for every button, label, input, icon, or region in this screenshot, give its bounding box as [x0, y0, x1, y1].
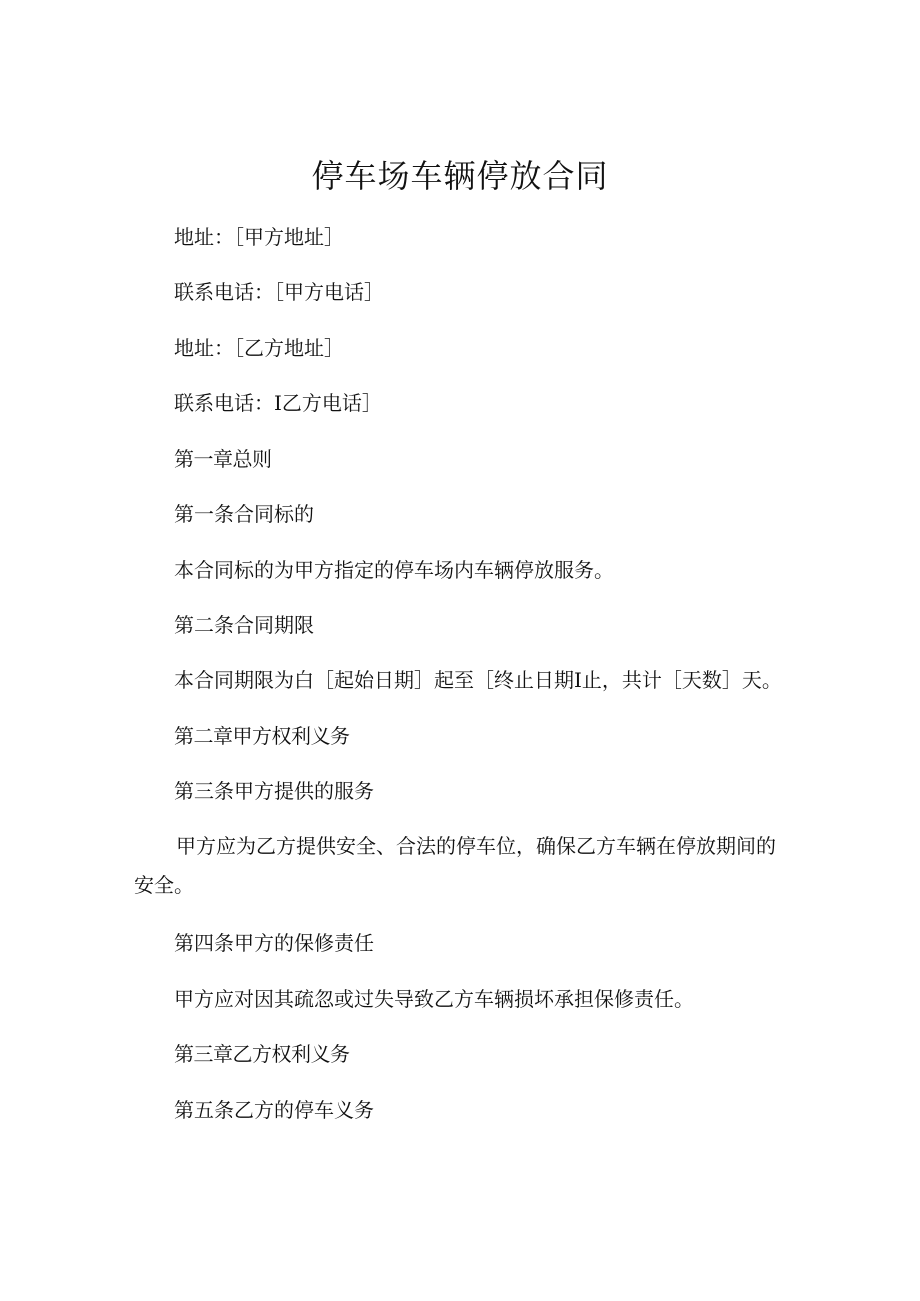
- chapter-3-heading: 第三章乙方权利义务: [174, 1042, 350, 1066]
- party-b-address: 地址：［乙方地址］: [174, 336, 344, 360]
- contract-title: 停车场车辆停放合同: [311, 157, 609, 195]
- article-5-heading: 第五条乙方的停车义务: [174, 1098, 374, 1122]
- article-3-text: 甲方应为乙方提供安全、合法的停车位，确保乙方车辆在停放期间的安全。: [134, 834, 776, 897]
- article-1-text: 本合同标的为甲方指定的停车场内车辆停放服务。: [174, 558, 614, 582]
- article-4-text: 甲方应对因其疏忽或过失导致乙方车辆损坏承担保修责任。: [174, 987, 694, 1011]
- party-a-phone: 联系电话：［甲方电话］: [174, 280, 384, 304]
- article-4-heading: 第四条甲方的保修责任: [174, 931, 374, 955]
- article-1-heading: 第一条合同标的: [174, 502, 314, 526]
- article-2-text: 本合同期限为白［起始日期］起至［终止日期I止，共计［天数］天。: [174, 668, 782, 692]
- party-b-phone: 联系电话：I乙方电话］: [174, 391, 382, 415]
- party-a-address: 地址：［甲方地址］: [174, 225, 344, 249]
- article-3-heading: 第三条甲方提供的服务: [174, 779, 374, 803]
- chapter-2-heading: 第二章甲方权利义务: [174, 724, 350, 748]
- chapter-1-heading: 第一章总则: [174, 447, 272, 471]
- article-2-heading: 第二条合同期限: [174, 613, 314, 637]
